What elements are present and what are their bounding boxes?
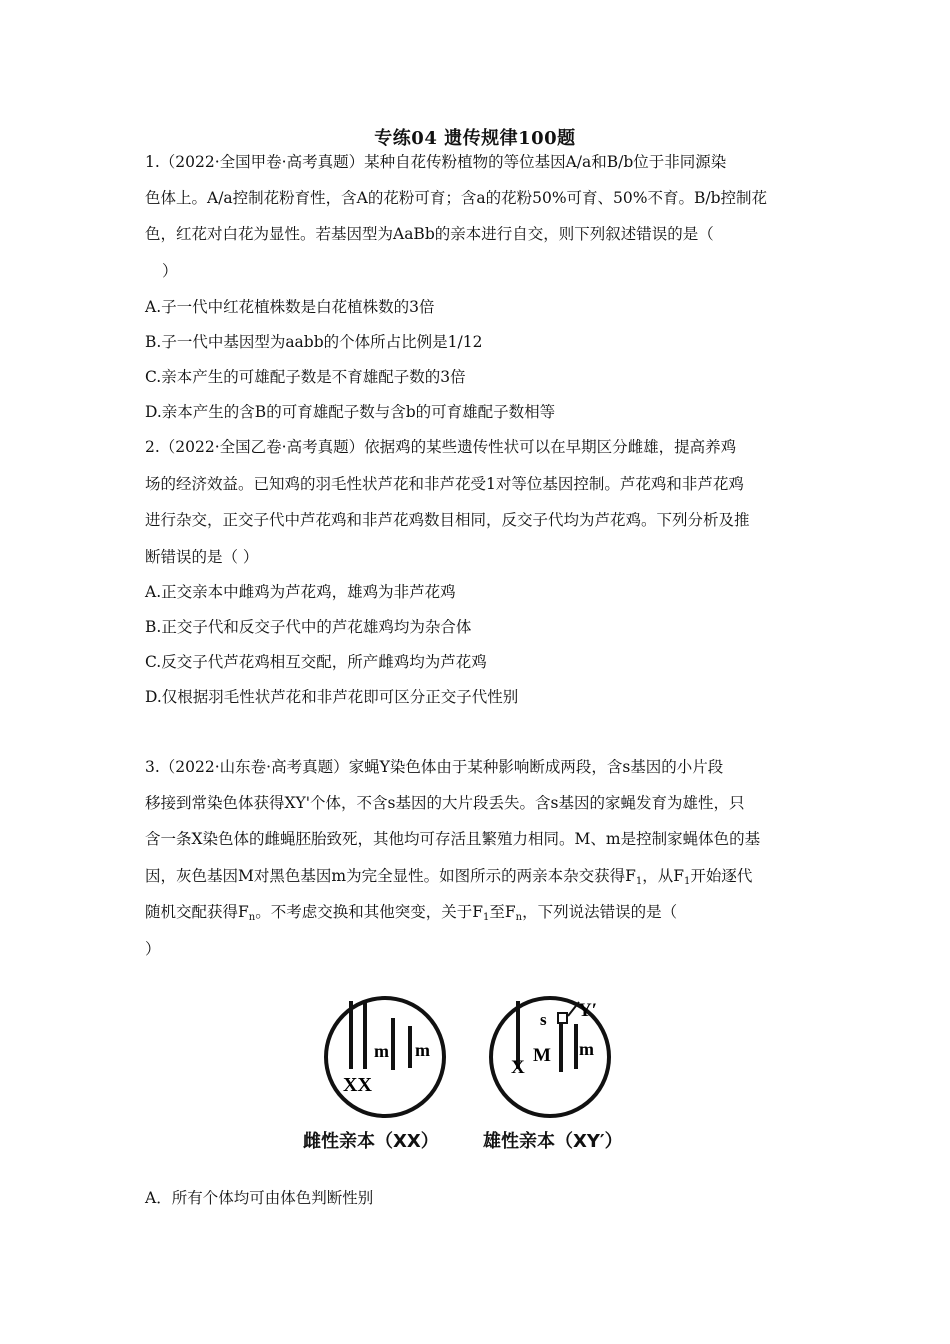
q2-option-b: B.正交子代和反交子代中的芦花雄鸡均为杂合体 bbox=[145, 618, 472, 636]
female-x-chromosome-1 bbox=[349, 1001, 353, 1069]
female-x-chromosome-2 bbox=[363, 1001, 367, 1069]
male-M-label: M bbox=[533, 1045, 551, 1066]
q3-option-a: A．所有个体均可由体色判断性别 bbox=[145, 1189, 374, 1207]
q3-line-5: 随机交配获得$F_n$。不考虑交换和其他突变，关于$F_1$至$F_n$，下列说法错误的是（ bbox=[145, 903, 678, 923]
q3-line-4: 因，灰色基因M对黑色基因m为完全显性。如图所示的两亲本杂交获得$F_1$，从$F_1$开始逐代 bbox=[145, 867, 753, 887]
q2-option-c: C.反交子代芦花鸡相互交配，所产雌鸡均为芦花鸡 bbox=[145, 653, 487, 671]
female-caption: 雌性亲本（XX） bbox=[303, 1131, 439, 1152]
q3-line-6: ） bbox=[145, 940, 161, 958]
q1-line-4: ） bbox=[162, 262, 178, 280]
q2-line-3: 进行杂交，正交子代中芦花鸡和非芦花鸡数目相同，反交子代均为芦花鸡。下列分析及推 bbox=[145, 511, 750, 529]
q1-line-1: 1.（2022·全国甲卷·高考真题）某种自花传粉植物的等位基因A/a和B/b位于非同源染 bbox=[145, 153, 727, 171]
q2-line-4: 断错误的是（ ） bbox=[145, 548, 259, 566]
male-y-prime-chromosome bbox=[559, 1016, 563, 1072]
q2-option-d: D.仅根据羽毛性状芦花和非芦花即可区分正交子代性别 bbox=[145, 688, 519, 706]
male-caption: 雄性亲本（XY′） bbox=[483, 1131, 623, 1152]
female-m-label-1: m bbox=[374, 1041, 389, 1061]
male-s-segment bbox=[558, 1013, 567, 1023]
q2-line-2: 场的经济效益。已知鸡的羽毛性状芦花和非芦花受1对等位基因控制。芦花鸡和非芦花鸡 bbox=[145, 475, 744, 493]
female-autosome-1 bbox=[391, 1018, 395, 1070]
female-x-label: XX bbox=[343, 1074, 372, 1096]
q3-line-2: 移接到常染色体获得XY'个体，不含s基因的大片段丢失。含s基因的家蝇发育为雄性，只 bbox=[145, 794, 745, 812]
q1-option-c: C.亲本产生的可雄配子数是不育雄配子数的3倍 bbox=[145, 368, 466, 386]
q2-line-1: 2.（2022·全国乙卷·高考真题）依据鸡的某些遗传性状可以在早期区分雌雄，提高养鸡 bbox=[145, 438, 737, 456]
q3-line-1: 3.（2022·山东卷·高考真题）家蝇Y染色体由于某种影响断成两段，含s基因的小片段 bbox=[145, 758, 724, 776]
q1-line-2: 色体上。A/a控制花粉育性，含A的花粉可育；含a的花粉50%可育、50%不育。B/b控制花 bbox=[145, 189, 768, 207]
q3-line-3: 含一条X染色体的雌蝇胚胎致死，其他均可存活且繁殖力相同。M、m是控制家蝇体色的基 bbox=[145, 830, 761, 848]
q1-option-b: B.子一代中基因型为aabb的个体所占比例是1/12 bbox=[145, 333, 483, 351]
male-autosome bbox=[574, 1024, 578, 1069]
q1-option-a: A.子一代中红花植株数是白花植株数的3倍 bbox=[145, 298, 435, 316]
male-m-label: m bbox=[579, 1039, 594, 1059]
male-s-label: s bbox=[540, 1010, 547, 1029]
q1-line-3: 色，红花对白花为显性。若基因型为AaBb的亲本进行自交，则下列叙述错误的是（ bbox=[145, 225, 714, 243]
q2-option-a: A.正交亲本中雌鸡为芦花鸡，雄鸡为非芦花鸡 bbox=[145, 583, 456, 601]
male-x-label: X bbox=[511, 1057, 525, 1078]
q1-option-d: D.亲本产生的含B的可育雄配子数与含b的可育雄配子数相等 bbox=[145, 403, 556, 421]
page-title: 专练04 遗传规律100题 bbox=[374, 128, 576, 149]
male-y-label: Y′ bbox=[578, 1000, 598, 1021]
female-autosome-2 bbox=[408, 1026, 412, 1068]
female-m-label-2: m bbox=[415, 1040, 430, 1060]
